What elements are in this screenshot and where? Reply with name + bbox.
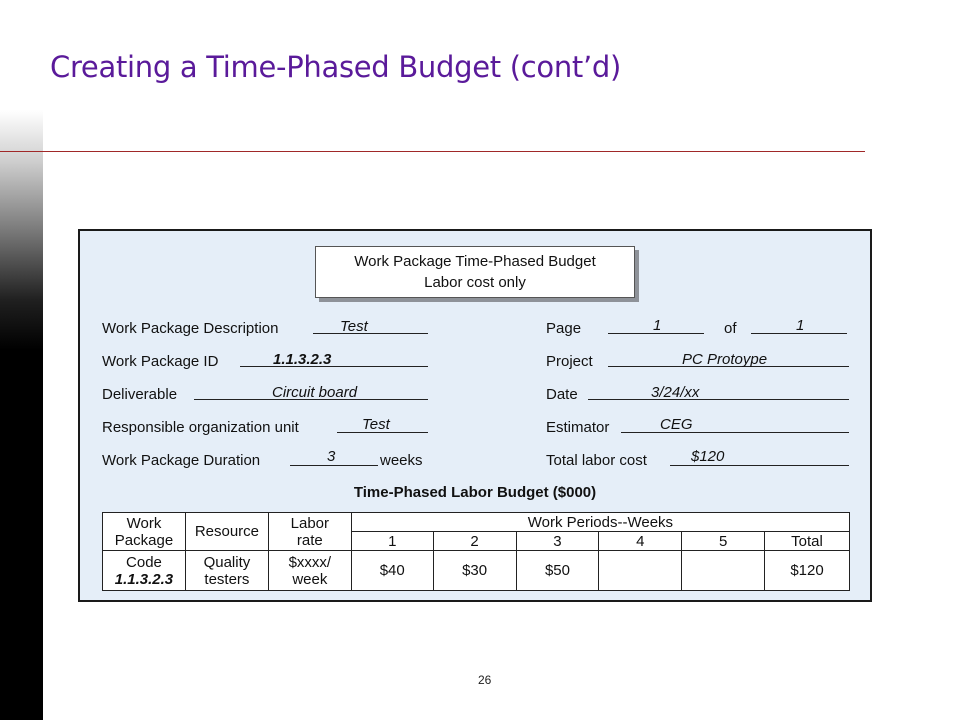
header-period-5: 5 [682,532,765,551]
field-label-estimator: Estimator [546,419,610,436]
cell-total: $120 [765,551,850,591]
field-line-wp-id [240,366,428,367]
field-label-total-labor-cost: Total labor cost [546,452,647,469]
field-value-of: 1 [796,317,805,334]
field-suffix-duration: weeks [380,452,423,469]
header-period-2: 2 [433,532,516,551]
field-label-duration: Work Package Duration [102,452,261,469]
field-value-estimator: CEG [660,416,693,433]
labor-budget-section-title: Time-Phased Labor Budget ($000) [353,484,597,501]
cell-week-5 [682,551,765,591]
work-package-budget-form [78,229,872,602]
field-value-page: 1 [653,317,662,334]
cell-code: Code 1.1.3.2.3 [103,551,186,591]
form-header-subtitle: Labor cost only [424,274,526,291]
form-header-title: Work Package Time-Phased Budget [354,253,596,270]
header-period-total: Total [765,532,850,551]
field-line-duration [290,465,378,466]
cell-week-1: $40 [351,551,433,591]
field-value-project: PC Protoype [682,351,768,368]
field-label-date: Date [546,386,578,403]
table-row [103,551,850,591]
field-line-estimator [621,432,849,433]
field-line-total-labor-cost [670,465,849,466]
field-value-responsible-unit: Test [362,416,390,433]
field-value-wp-id: 1.1.3.2.3 [273,351,332,368]
title-divider [0,151,865,152]
page-number: 26 [478,673,492,687]
field-label-of: of [724,320,737,337]
field-value-total-labor-cost: $120 [691,448,725,465]
field-label-deliverable: Deliverable [102,386,178,403]
header-period-4: 4 [599,532,682,551]
header-labor-rate: Labor rate [268,513,351,551]
cell-week-3: $50 [516,551,599,591]
field-value-duration: 3 [327,448,336,465]
cell-resource: Quality testers [185,551,268,591]
field-line-description [313,333,428,334]
field-label-page: Page [546,320,582,337]
cell-rate: $xxxx/ week [268,551,351,591]
field-value-date: 3/24/xx [651,384,700,401]
header-period-1: 1 [351,532,433,551]
slide-title: Creating a Time-Phased Budget (cont’d) [50,50,622,84]
table-header-row-1 [103,513,850,532]
field-value-deliverable: Circuit board [272,384,358,401]
cell-week-2: $30 [433,551,516,591]
header-period-3: 3 [516,532,599,551]
cell-week-4 [599,551,682,591]
form-header-box [315,246,635,298]
header-work-periods: Work Periods--Weeks [351,513,849,532]
field-label-wp-id: Work Package ID [102,353,219,370]
header-resource: Resource [185,513,268,551]
labor-budget-table [102,512,850,591]
field-label-project: Project [546,353,593,370]
field-label-responsible-unit: Responsible organization unit [102,419,299,436]
side-decoration-bar [0,0,43,720]
header-work-package: Work Package [103,513,186,551]
field-line-date [588,399,849,400]
field-label-description: Work Package Description [102,320,279,337]
field-value-description: Test [340,318,368,335]
